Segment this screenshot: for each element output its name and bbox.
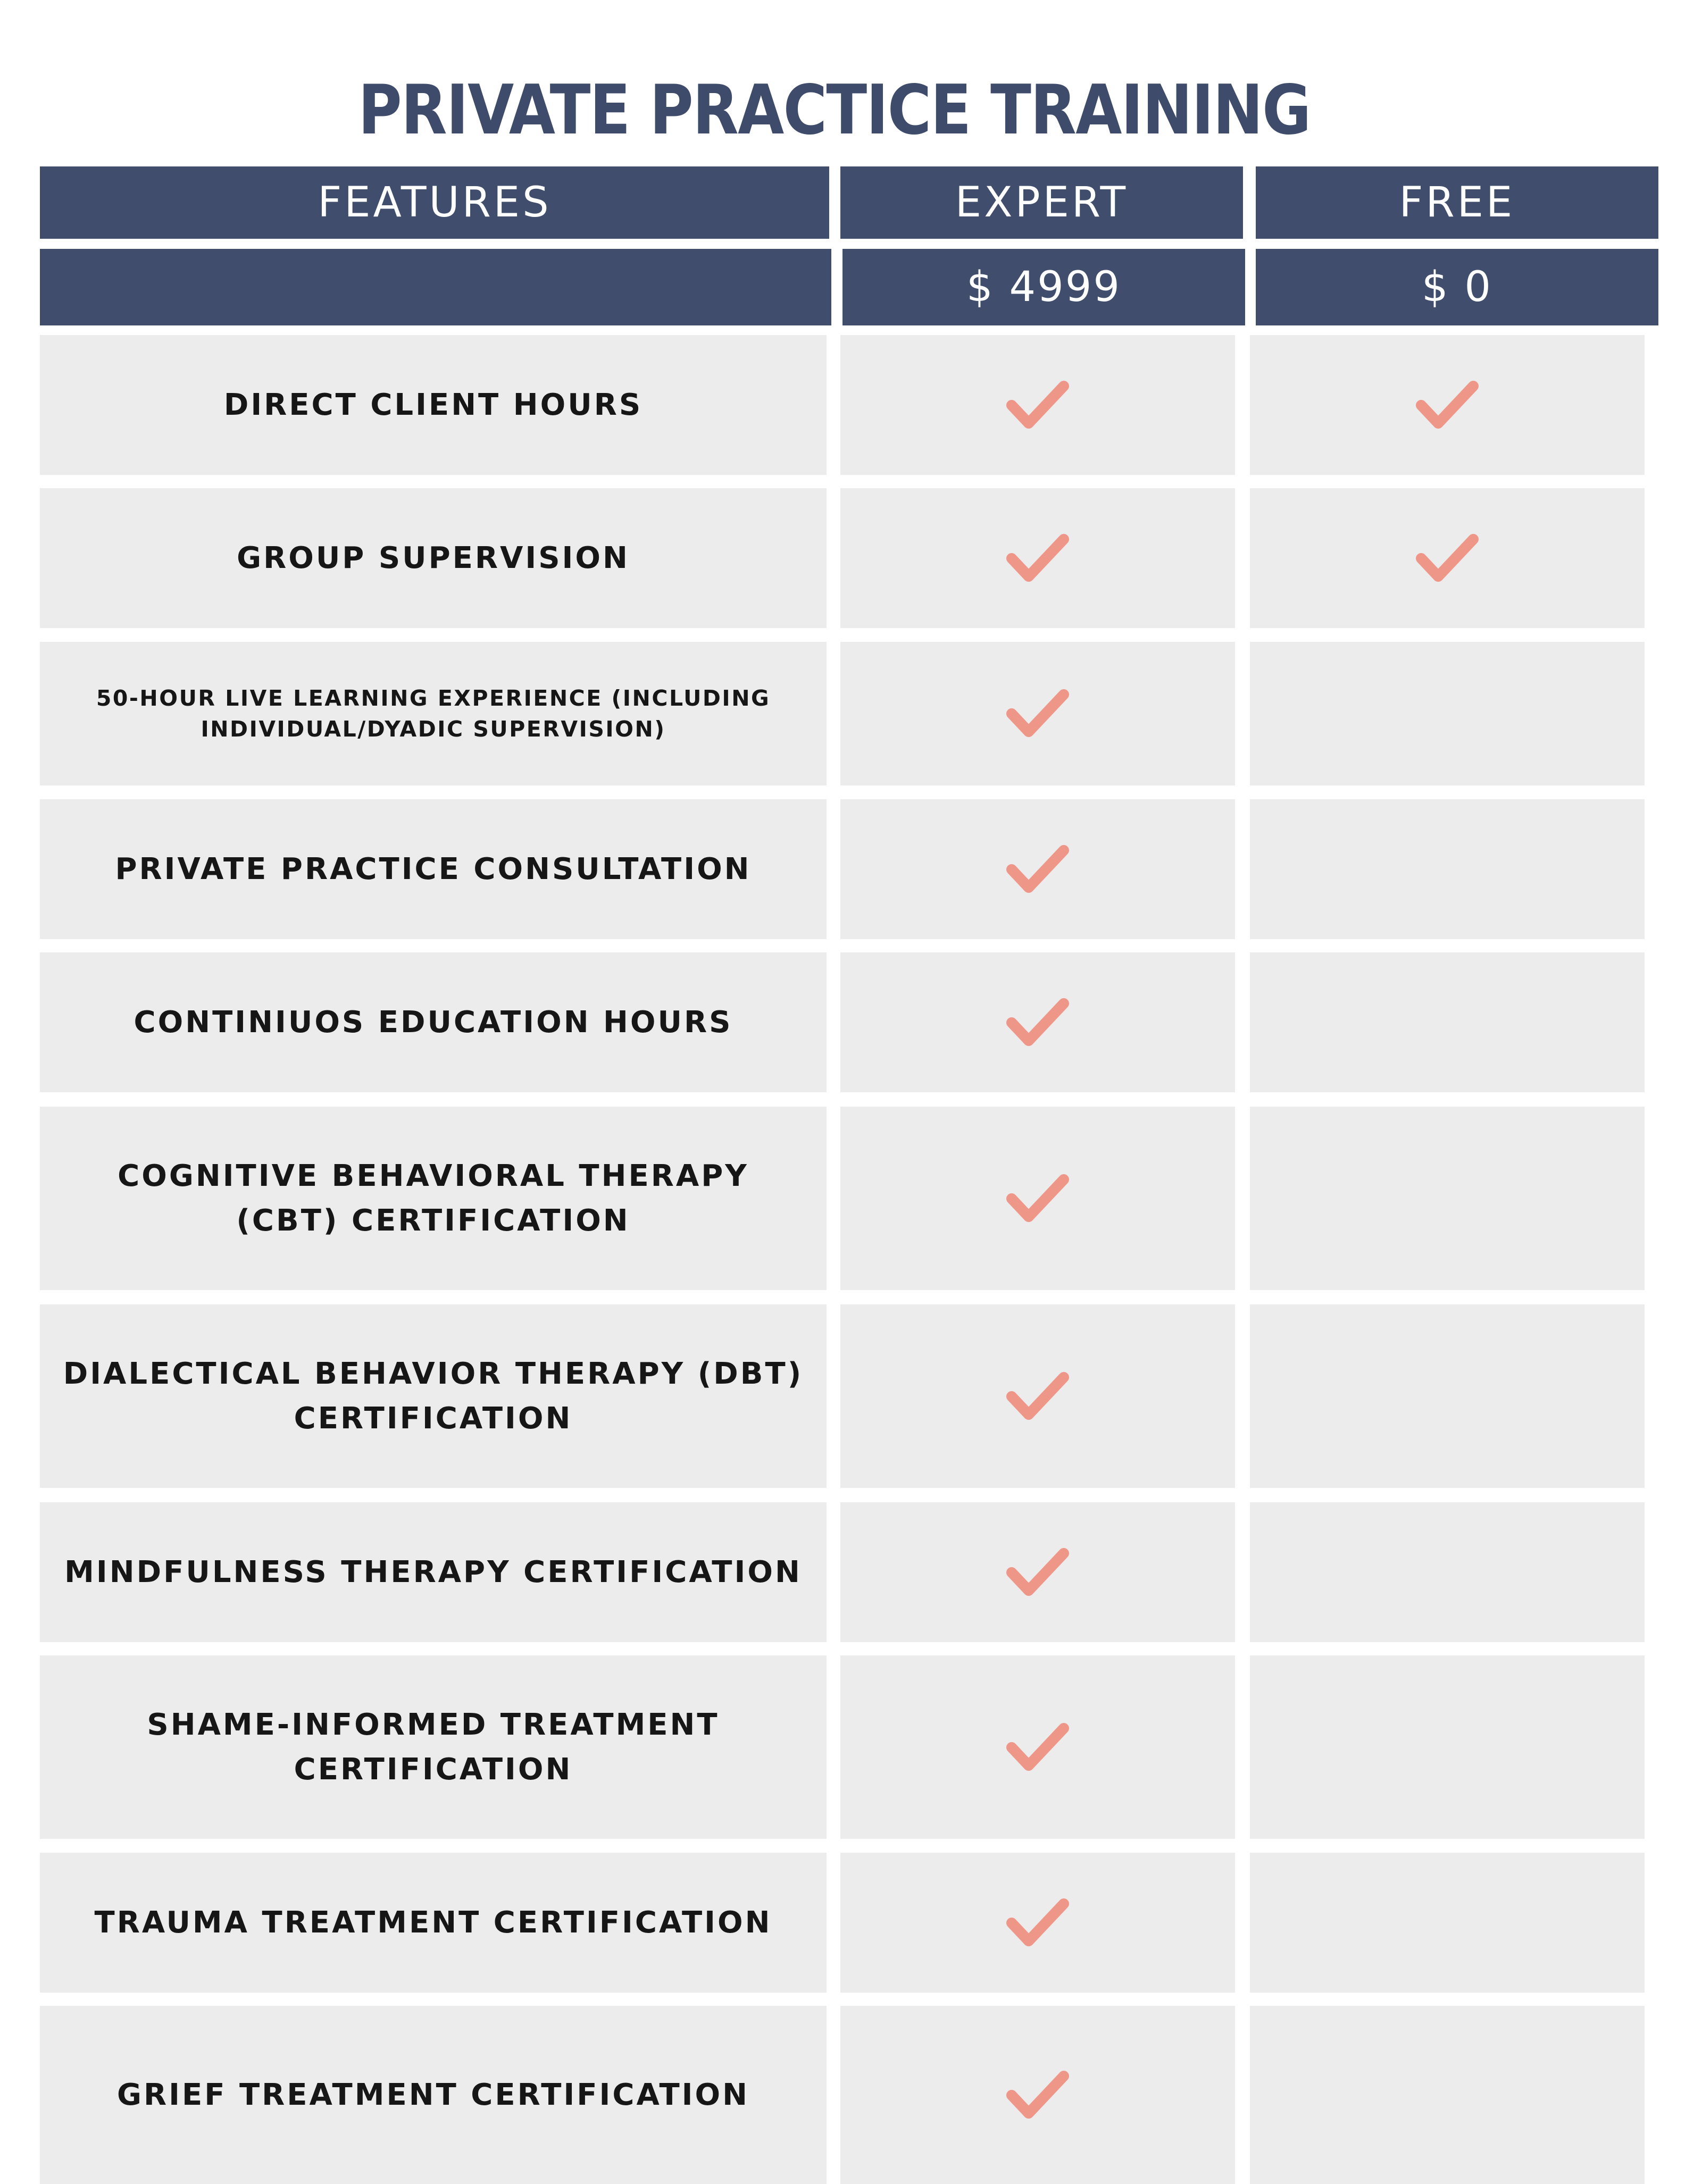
- feature-cell: [40, 1502, 827, 1642]
- expert-cell: [840, 642, 1235, 785]
- checkmark-icon: [1006, 1897, 1069, 1948]
- feature-label: GROUP SUPERVISION: [237, 540, 630, 575]
- checkmark-icon: [1006, 1371, 1069, 1422]
- header-expert-label: EXPERT: [955, 179, 1129, 227]
- checkmark-icon: [1006, 1722, 1069, 1773]
- feature-cell: [40, 2006, 827, 2184]
- free-cell: [1250, 952, 1645, 1092]
- feature-label: DIALECTICAL BEHAVIOR THERAPY (DBT) CERTIFICATION: [63, 1356, 804, 1436]
- checkmark-icon: [1006, 688, 1069, 739]
- free-cell: [1250, 1853, 1645, 1993]
- checkmark-icon: [1416, 533, 1479, 584]
- checkmark-icon: [1006, 380, 1069, 431]
- checkmark-icon: [1006, 844, 1069, 895]
- feature-cell: [40, 642, 827, 785]
- expert-cell: [840, 2006, 1235, 2184]
- price-free: [1256, 249, 1658, 325]
- page-title: PRIVATE PRACTICE TRAINING: [358, 71, 1311, 150]
- expert-cell: [840, 1502, 1235, 1642]
- feature-cell: [40, 335, 827, 475]
- expert-cell: [840, 335, 1235, 475]
- price-row-blank: [40, 249, 831, 325]
- expert-cell: [840, 799, 1235, 939]
- free-cell: [1250, 488, 1645, 628]
- expert-cell: [840, 952, 1235, 1092]
- expert-cell: [840, 1853, 1235, 1993]
- checkmark-icon: [1006, 1173, 1069, 1224]
- free-cell: [1250, 335, 1645, 475]
- checkmark-icon: [1006, 533, 1069, 584]
- feature-cell: [40, 1853, 827, 1993]
- feature-label: DIRECT CLIENT HOURS: [223, 387, 643, 422]
- free-cell: [1250, 1502, 1645, 1642]
- feature-label: COGNITIVE BEHAVIORAL THERAPY (CBT) CERTIFICATION: [118, 1158, 749, 1238]
- checkmark-icon: [1416, 380, 1479, 431]
- header-features-label: FEATURES: [318, 179, 552, 227]
- expert-cell: [840, 488, 1235, 628]
- checkmark-icon: [1006, 997, 1069, 1048]
- feature-cell: [40, 799, 827, 939]
- feature-cell: [40, 1304, 827, 1488]
- feature-label: GRIEF TREATMENT CERTIFICATION: [117, 2077, 749, 2112]
- free-cell: [1250, 799, 1645, 939]
- feature-cell: [40, 952, 827, 1092]
- feature-cell: [40, 1655, 827, 1839]
- price-expert-label: $ 4999: [966, 263, 1121, 311]
- header-expert: [840, 166, 1243, 239]
- expert-cell: [840, 1304, 1235, 1488]
- feature-label: 50-HOUR LIVE LEARNING EXPERIENCE (INCLUDING INDIVIDUAL/DYADIC SUPERVISION): [96, 685, 771, 742]
- feature-label: SHAME-INFORMED TREATMENT CERTIFICATION: [147, 1707, 720, 1787]
- feature-cell: [40, 488, 827, 628]
- expert-cell: [840, 1107, 1235, 1290]
- free-cell: [1250, 642, 1645, 785]
- feature-label: MINDFULNESS THERAPY CERTIFICATION: [64, 1554, 802, 1589]
- feature-label: TRAUMA TREATMENT CERTIFICATION: [94, 1905, 772, 1940]
- free-cell: [1250, 1107, 1645, 1290]
- free-cell: [1250, 1304, 1645, 1488]
- expert-cell: [840, 1655, 1235, 1839]
- price-free-label: $ 0: [1421, 263, 1493, 311]
- header-features: [40, 166, 829, 239]
- checkmark-icon: [1006, 1547, 1069, 1598]
- checkmark-icon: [1006, 2070, 1069, 2121]
- free-cell: [1250, 1655, 1645, 1839]
- feature-label: PRIVATE PRACTICE CONSULTATION: [115, 851, 752, 886]
- price-expert: [842, 249, 1245, 325]
- feature-label: CONTINIUOS EDUCATION HOURS: [134, 1005, 733, 1040]
- header-free-label: FREE: [1399, 179, 1515, 227]
- header-free: [1256, 166, 1658, 239]
- feature-cell: [40, 1107, 827, 1290]
- free-cell: [1250, 2006, 1645, 2184]
